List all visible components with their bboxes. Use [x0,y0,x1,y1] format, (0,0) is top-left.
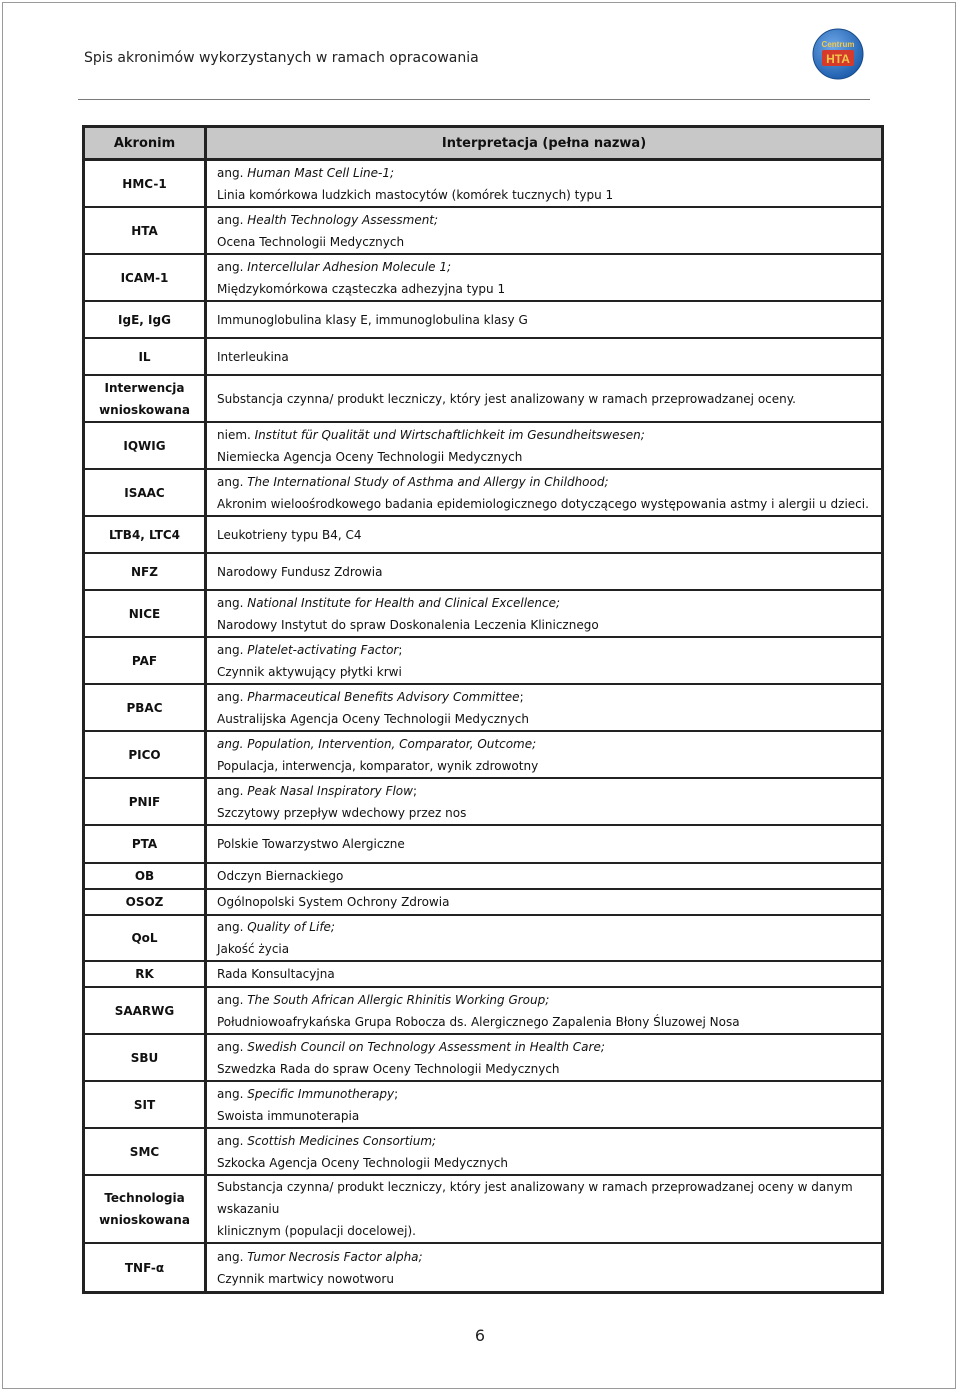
meaning-text-italic: Tumor Necrosis Factor alpha; [247,1249,423,1264]
meaning-text-italic: Pharmaceutical Benefits Advisory Committee [247,689,520,704]
meaning-line [217,256,881,278]
meaning-line [217,686,881,708]
meaning-cell [207,1082,881,1129]
meaning-line [217,524,881,546]
meaning-text: Swoista immunoterapia [217,1108,360,1123]
meaning-line [217,989,881,1011]
meaning-line [217,231,881,253]
meaning-line [217,833,881,855]
meaning-cell [207,638,881,685]
meaning-text-italic: Swedish Council on Technology Assessment in Health Care; [247,1039,605,1054]
meaning-text: Leukotrieny typu B4, C4 [217,527,362,542]
acronym-cell: SMC [85,1129,207,1176]
meaning-line [217,614,881,636]
meaning-text: Substancja czynna/ produkt leczniczy, który jest analizowany w ramach przeprowadzanej oceny. [217,391,796,406]
meaning-text: Populacja, interwencja, komparator, wynik zdrowotny [217,758,539,773]
acronym-cell: PAF [85,638,207,685]
meaning-cell [207,890,881,916]
meaning-line [217,162,881,184]
meaning-line [217,780,881,802]
acronym-cell: PNIF [85,779,207,826]
logo-top-text: Centrum [821,40,855,49]
meaning-line [217,561,881,583]
meaning-line [217,209,881,231]
acronym-cell: ICAM-1 [85,255,207,302]
meaning-cell [207,916,881,962]
acronym-cell: QoL [85,916,207,962]
meaning-line [217,938,881,960]
table-row [85,339,881,376]
meaning-line [217,1176,881,1220]
meaning-text-italic: Specific Immunotherapy [247,1086,395,1101]
meaning-cell [207,517,881,554]
table-row [85,732,881,779]
acronym-cell: Technologia wnioskowana [85,1176,207,1244]
acronym-cell: HMC-1 [85,161,207,208]
meaning-line [217,963,881,985]
meaning-text: ang. [217,1039,248,1054]
table-row [85,1035,881,1082]
meaning-text: niem. [217,427,255,442]
meaning-text: Australijska Agencja Oceny Technologii Medycznych [217,711,529,726]
acronym-cell: LTB4, LTC4 [85,517,207,554]
meaning-text: ang. [217,920,248,934]
table-row [85,864,881,890]
meaning-line [217,865,881,887]
meaning-cell [207,1244,881,1291]
acronym-cell: IgE, IgG [85,302,207,339]
meaning-text-italic: Platelet-activating Factor [247,642,399,657]
meaning-cell [207,161,881,208]
table-row [85,1129,881,1176]
meaning-cell [207,554,881,591]
acronym-cell: HTA [85,208,207,255]
table-row [85,1176,881,1244]
meaning-text: ang. [217,689,248,704]
meaning-text: ang. [217,165,248,180]
table-row [85,591,881,638]
meaning-text: Rada Konsultacyjna [217,967,335,981]
table-row [85,423,881,470]
table-row [85,554,881,591]
meaning-text: ang. [217,259,248,274]
meaning-text-italic: Human Mast Cell Line-1; [247,165,395,180]
meaning-text-italic: The International Study of Asthma and Allergy in Childhood; [247,474,609,489]
meaning-cell [207,732,881,779]
meaning-text: Akronim wieloośrodkowego badania epidemiologicznego dotyczącego występowania astmy i alergii u dzieci. [217,496,869,511]
meaning-text: Czynnik aktywujący płytki krwi [217,664,402,679]
table-row [85,826,881,864]
meaning-text: ang. [217,1133,248,1148]
meaning-text: ang. [217,474,248,489]
meaning-line [217,1130,881,1152]
meaning-text: Szkocka Agencja Oceny Technologii Medycznych [217,1155,509,1170]
meaning-cell [207,864,881,890]
acronym-cell: IQWIG [85,423,207,470]
meaning-text: ang. [217,1086,248,1101]
acronym-cell: SIT [85,1082,207,1129]
meaning-cell [207,826,881,864]
table-row [85,685,881,732]
table-row [85,517,881,554]
meaning-text-italic: Quality of Life; [247,920,335,934]
meaning-cell [207,1035,881,1082]
meaning-line [217,802,881,824]
table-header-row [85,128,881,161]
meaning-text: ; [394,1086,399,1101]
page-number: 6 [474,1326,486,1345]
meaning-line [217,1011,881,1033]
acronym-cell: PTA [85,826,207,864]
meaning-line [217,471,881,493]
table-row [85,1082,881,1129]
meaning-line [217,309,881,331]
meaning-cell [207,255,881,302]
meaning-text-italic: Health Technology Assessment; [247,212,439,227]
meaning-cell [207,470,881,517]
meaning-text: Ocena Technologii Medycznych [217,234,405,249]
acronym-cell: PBAC [85,685,207,732]
col-header-acronym: Akronim [85,128,207,161]
table-row [85,470,881,517]
meaning-text: Substancja czynna/ produkt leczniczy, który jest analizowany w ramach przeprowadzanej oceny w danym wskazaniu [217,1180,853,1216]
meaning-text: ang. [217,992,248,1007]
meaning-line [217,278,881,300]
meaning-line [217,388,881,410]
meaning-line [217,1220,881,1242]
meaning-text: ; [519,689,524,704]
meaning-cell [207,302,881,339]
table-row [85,890,881,916]
meaning-line [217,891,881,913]
meaning-text-italic: The South African Allergic Rhinitis Working Group; [247,992,550,1007]
meaning-line [217,916,881,938]
acronym-cell: NICE [85,591,207,638]
meaning-text: ang. [217,212,248,227]
meaning-line [217,1152,881,1174]
meaning-text: Immunoglobulina klasy E, immunoglobulina klasy G [217,312,528,327]
page-header-title: Spis akronimów wykorzystanych w ramach opracowania [84,50,479,66]
meaning-line [217,1105,881,1127]
acronym-cell: OB [85,864,207,890]
table-row [85,962,881,988]
meaning-text: klinicznym (populacji docelowej). [217,1224,416,1238]
meaning-cell [207,962,881,988]
meaning-line [217,1058,881,1080]
meaning-text: Międzykomórkowa cząsteczka adhezyjna typu 1 [217,281,506,296]
acronym-cell: SBU [85,1035,207,1082]
table-row [85,988,881,1035]
acronym-cell: RK [85,962,207,988]
centrum-hta-logo [812,28,864,80]
meaning-text-italic: National Institute for Health and Clinical Excellence; [247,595,561,610]
table-row [85,779,881,826]
table-row [85,638,881,685]
meaning-text: Interleukina [217,349,289,364]
meaning-line [217,733,881,755]
meaning-text: ; [398,642,403,657]
meaning-cell [207,1129,881,1176]
meaning-line [217,184,881,206]
meaning-line [217,1036,881,1058]
meaning-text-italic: Peak Nasal Inspiratory Flow [247,783,413,798]
table-row [85,208,881,255]
meaning-line [217,661,881,683]
table-row [85,376,881,423]
meaning-line [217,446,881,468]
acronym-cell: ISAAC [85,470,207,517]
meaning-text-italic: Intercellular Adhesion Molecule 1; [247,259,452,274]
meaning-text: Szwedzka Rada do spraw Oceny Technologii Medycznych [217,1061,560,1076]
meaning-cell [207,685,881,732]
meaning-cell [207,988,881,1035]
acronym-table [82,125,884,1294]
acronym-cell: OSOZ [85,890,207,916]
meaning-line [217,1268,881,1290]
meaning-line [217,493,881,515]
table-row [85,1244,881,1291]
meaning-line [217,639,881,661]
meaning-text-italic: ang. Population, Intervention, Comparator, Outcome; [217,736,537,751]
meaning-text: Linia komórkowa ludzkich mastocytów (komórek tucznych) typu 1 [217,187,614,202]
meaning-line [217,708,881,730]
meaning-text: Narodowy Fundusz Zdrowia [217,564,383,579]
meaning-text: Odczyn Biernackiego [217,869,344,883]
meaning-text-italic: Institut für Qualität und Wirtschaftlichkeit im Gesundheitswesen; [254,427,645,442]
table-body [85,161,881,1291]
meaning-text: Narodowy Instytut do spraw Doskonalenia Leczenia Klinicznego [217,617,599,632]
meaning-cell [207,423,881,470]
meaning-cell [207,591,881,638]
acronym-cell: Interwencja wnioskowana [85,376,207,423]
meaning-text: Niemiecka Agencja Oceny Technologii Medycznych [217,449,523,464]
meaning-text: Jakość życia [217,942,290,956]
meaning-cell [207,779,881,826]
meaning-line [217,755,881,777]
acronym-cell: PICO [85,732,207,779]
meaning-line [217,592,881,614]
meaning-line [217,1083,881,1105]
meaning-line [217,1246,881,1268]
acronym-cell: SAARWG [85,988,207,1035]
acronym-cell: TNF-α [85,1244,207,1291]
table-row [85,161,881,208]
col-header-meaning: Interpretacja (pełna nazwa) [207,128,881,161]
table-row [85,302,881,339]
meaning-text: Południowoafrykańska Grupa Robocza ds. Alergicznego Zapalenia Błony Śluzowej Nosa [217,1014,740,1029]
logo-main-text: HTA [826,52,850,66]
meaning-text: ; [412,783,418,798]
meaning-cell [207,376,881,423]
meaning-text: ang. [217,783,248,798]
meaning-text: ang. [217,595,248,610]
meaning-line [217,424,881,446]
meaning-text: Szczytowy przepływ wdechowy przez nos [217,805,467,820]
meaning-text: ang. [217,642,248,657]
header-divider [78,99,870,100]
meaning-text: Polskie Towarzystwo Alergiczne [217,837,405,851]
meaning-text-italic: Scottish Medicines Consortium; [247,1133,437,1148]
meaning-line [217,346,881,368]
meaning-cell [207,208,881,255]
meaning-text: ang. [217,1249,248,1264]
acronym-cell: NFZ [85,554,207,591]
table-row [85,255,881,302]
acronym-cell: IL [85,339,207,376]
table-row [85,916,881,962]
meaning-cell [207,339,881,376]
meaning-text: Ogólnopolski System Ochrony Zdrowia [217,895,450,909]
meaning-text: Czynnik martwicy nowotworu [217,1271,394,1286]
meaning-cell [207,1176,881,1244]
